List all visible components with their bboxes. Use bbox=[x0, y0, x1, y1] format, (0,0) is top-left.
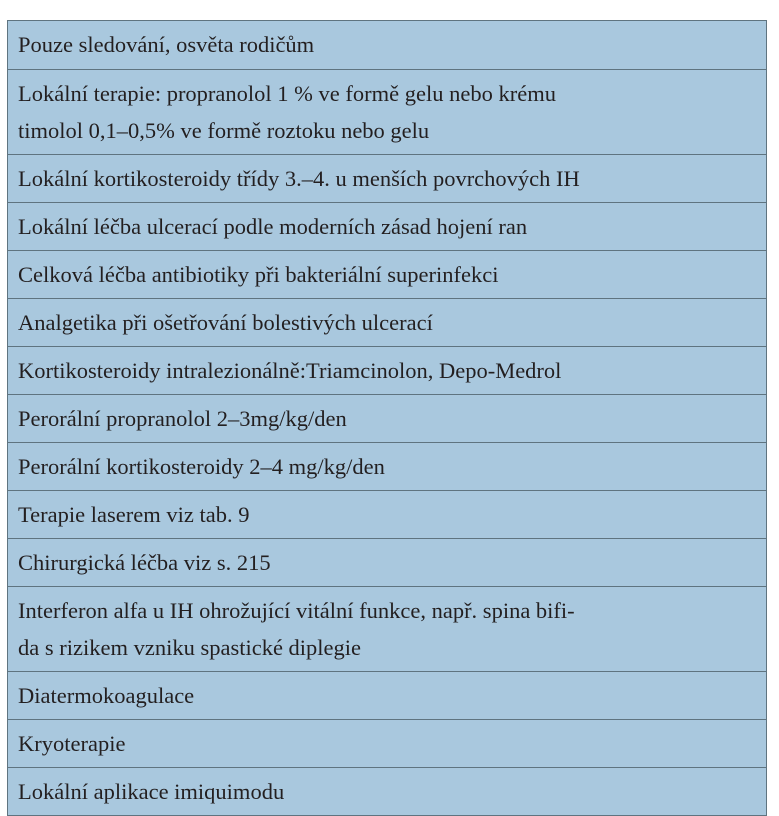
table-row: Perorální kortikosteroidy 2–4 mg/kg/den bbox=[8, 442, 766, 490]
table-row: Interferon alfa u IH ohrožující vitální funkce, např. spina bifi- da s rizikem vzniku spastické diplegie bbox=[8, 586, 766, 671]
table-row: Kortikosteroidy intralezionálně:Triamcinolon, Depo-Medrol bbox=[8, 346, 766, 394]
table-row: Kryoterapie bbox=[8, 719, 766, 767]
table-row: Diatermokoagulace bbox=[8, 671, 766, 719]
table-row: Lokální terapie: propranolol 1 % ve formě gelu nebo krému timolol 0,1–0,5% ve formě roztoku nebo gelu bbox=[8, 69, 766, 154]
table-row: Lokální aplikace imiquimodu bbox=[8, 767, 766, 815]
treatment-table bbox=[7, 20, 767, 816]
table-row: Analgetika při ošetřování bolestivých ulcerací bbox=[8, 298, 766, 346]
table-row: Terapie laserem viz tab. 9 bbox=[8, 490, 766, 538]
table-row: Pouze sledování, osvěta rodičům bbox=[18, 32, 315, 57]
table-row: Perorální propranolol 2–3mg/kg/den bbox=[8, 394, 766, 442]
table-row: Lokální léčba ulcerací podle moderních zásad hojení ran bbox=[8, 202, 766, 250]
table-row: Lokální kortikosteroidy třídy 3.–4. u menších povrchových IH bbox=[8, 154, 766, 202]
table-row: Chirurgická léčba viz s. 215 bbox=[8, 538, 766, 586]
table-row: Celková léčba antibiotiky při bakteriální superinfekci bbox=[8, 250, 766, 298]
